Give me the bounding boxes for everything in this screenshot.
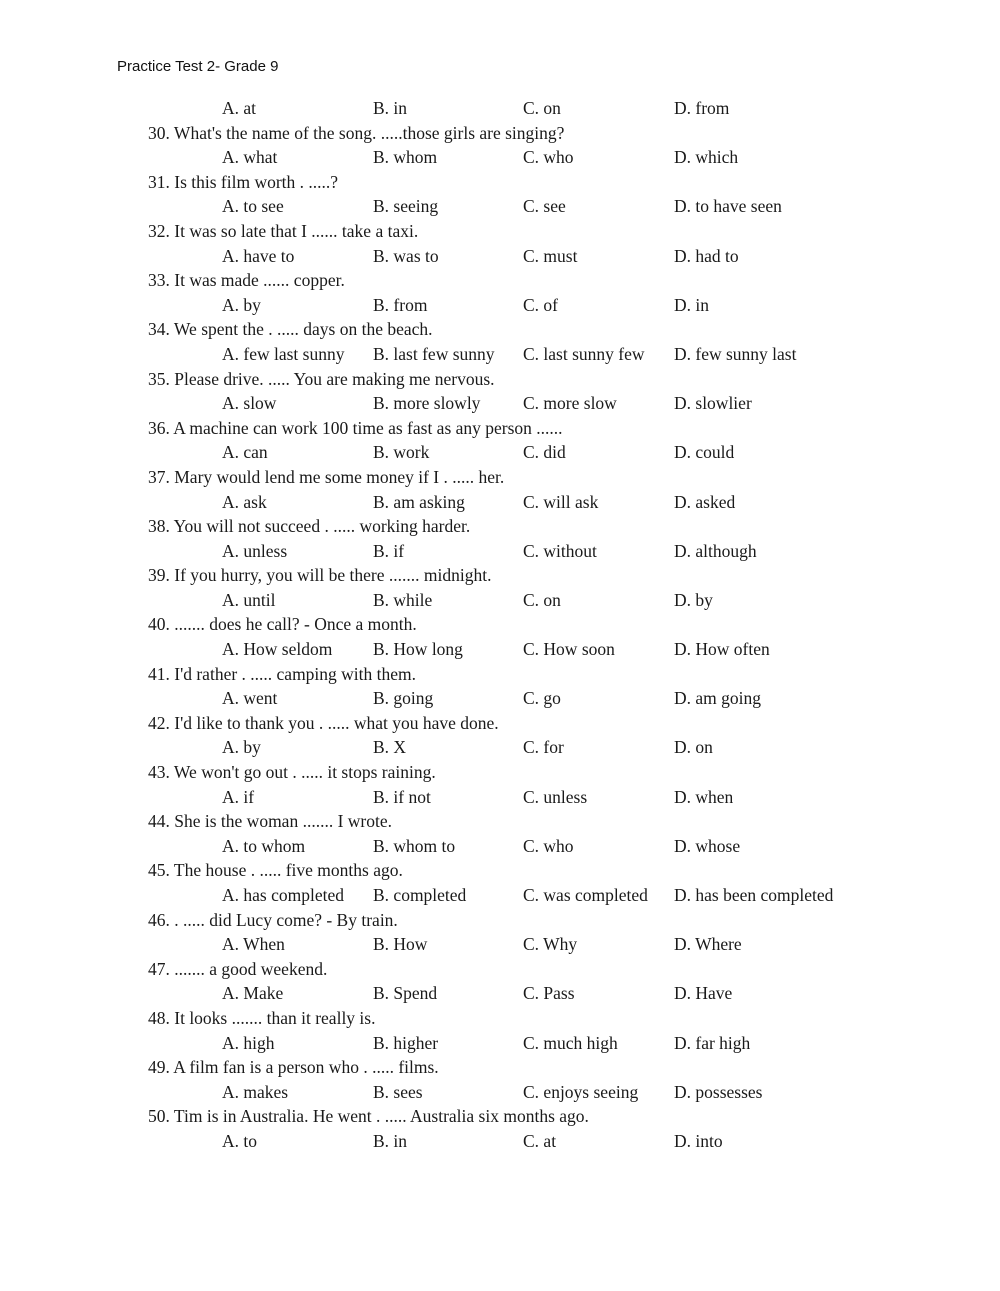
options-row	[148, 342, 908, 367]
question-stem: 49. A film fan is a person who . ..... films.	[148, 1057, 439, 1078]
options-row	[148, 1031, 908, 1056]
option-b: B. if not	[373, 786, 431, 807]
option-a: A. at	[222, 98, 257, 118]
option-d: D. whose	[674, 835, 741, 856]
option-a: A. makes	[222, 1081, 289, 1102]
option-b: B. whom to	[373, 835, 456, 856]
option-c: C. see	[523, 196, 566, 217]
option-d: D. from	[674, 98, 730, 118]
option-a: A. went	[222, 688, 278, 709]
option-a: A. few last sunny	[222, 343, 345, 364]
option-b: B. while	[373, 589, 433, 610]
options-row	[148, 735, 908, 760]
option-d: D. when	[674, 786, 734, 807]
options-row	[148, 981, 908, 1006]
option-d: D. into	[674, 1130, 723, 1151]
question-stem: 36. A machine can work 100 time as fast as any person ......	[148, 417, 563, 438]
options-row	[148, 391, 908, 416]
option-d: D. by	[674, 589, 713, 610]
options-row	[148, 96, 908, 121]
option-b: B. X	[373, 737, 407, 758]
option-c: C. Why	[523, 934, 578, 955]
option-d: D. Have	[674, 983, 733, 1004]
option-d: D. asked	[674, 491, 736, 512]
option-c: C. on	[523, 589, 561, 610]
option-d: D. in	[674, 294, 709, 315]
option-c: C. at	[523, 1130, 557, 1151]
option-d: D. which	[674, 147, 739, 168]
question-stem: 32. It was so late that I ...... take a taxi.	[148, 220, 419, 241]
test-body	[148, 96, 908, 1154]
option-c: C. How soon	[523, 639, 615, 660]
option-d: D. has been completed	[674, 885, 834, 905]
question-stem: 45. The house . ..... five months ago.	[148, 860, 403, 881]
options-row	[148, 1080, 908, 1105]
question-stem: 48. It looks ....... than it really is.	[148, 1007, 376, 1028]
option-a: A. to	[222, 1130, 257, 1151]
options-row	[148, 834, 908, 859]
option-c: C. more slow	[523, 393, 617, 414]
option-b: B. was to	[373, 245, 439, 266]
question-stem: 44. She is the woman ....... I wrote.	[148, 811, 392, 832]
option-b: B. How	[373, 934, 428, 955]
question-stem: 47. ....... a good weekend.	[148, 958, 328, 979]
option-a: A. by	[222, 294, 261, 315]
option-c: C. last sunny few	[523, 343, 645, 364]
option-c: C. of	[523, 294, 558, 315]
option-d: D. How often	[674, 639, 770, 660]
question-stem: 37. Mary would lend me some money if I . ..... her.	[148, 466, 505, 487]
option-c: C. must	[523, 245, 578, 266]
option-d: D. far high	[674, 1032, 751, 1053]
options-row	[148, 883, 908, 908]
option-a: A. Make	[222, 983, 284, 1004]
option-a: A. what	[222, 147, 278, 168]
question-stem: 42. I'd like to thank you . ..... what you have done.	[148, 712, 499, 733]
option-a: A. How seldom	[222, 639, 333, 660]
question-stem: 31. Is this film worth . .....?	[148, 171, 339, 192]
question-stem: 33. It was made ...... copper.	[148, 270, 345, 291]
options-row	[148, 637, 908, 662]
option-a: A. has completed	[222, 885, 344, 905]
question-stem: 39. If you hurry, you will be there ....... midnight.	[148, 565, 492, 586]
option-c: C. without	[523, 540, 597, 561]
option-c: C. was completed	[523, 885, 648, 905]
option-a: A. ask	[222, 491, 267, 512]
option-c: C. go	[523, 688, 561, 709]
option-b: B. seeing	[373, 196, 439, 217]
option-b: B. from	[373, 294, 428, 315]
options-row	[148, 490, 908, 515]
option-d: D. possesses	[674, 1081, 763, 1102]
option-a: A. to whom	[222, 835, 306, 856]
question-stem: 34. We spent the . ..... days on the beach.	[148, 319, 433, 340]
option-d: D. Where	[674, 934, 742, 955]
option-c: C. for	[523, 737, 564, 758]
option-c: C. on	[523, 98, 561, 118]
option-d: D. to have seen	[674, 196, 782, 217]
option-b: B. going	[373, 688, 434, 709]
option-a: A. slow	[222, 393, 277, 414]
options-row	[148, 932, 908, 957]
option-d: D. on	[674, 737, 713, 758]
options-row	[148, 145, 908, 170]
question-stem: 30. What's the name of the song. .....those girls are singing?	[148, 122, 565, 143]
question-stem: 38. You will not succeed . ..... working harder.	[148, 516, 471, 537]
option-c: C. who	[523, 147, 574, 168]
option-c: C. much high	[523, 1032, 618, 1053]
option-a: A. to see	[222, 196, 284, 217]
options-row	[148, 785, 908, 810]
option-a: A. can	[222, 442, 268, 463]
question-stem: 43. We won't go out . ..... it stops raining.	[148, 762, 436, 783]
options-row	[148, 1129, 908, 1154]
option-b: B. sees	[373, 1081, 423, 1102]
question-stem: 41. I'd rather . ..... camping with them.	[148, 663, 417, 684]
option-b: B. if	[373, 540, 405, 561]
option-b: B. whom	[373, 147, 438, 168]
option-c: C. did	[523, 442, 566, 463]
option-b: B. last few sunny	[373, 343, 495, 364]
option-a: A. When	[222, 934, 285, 955]
option-b: B. am asking	[373, 491, 465, 512]
options-row	[148, 194, 908, 219]
option-c: C. enjoys seeing	[523, 1081, 639, 1102]
question-list	[148, 121, 908, 1154]
option-c: C. will ask	[523, 491, 599, 512]
options-row	[148, 244, 908, 269]
options-row	[148, 440, 908, 465]
options-row	[148, 588, 908, 613]
option-c: C. who	[523, 835, 574, 856]
option-a: A. unless	[222, 540, 288, 561]
option-d: D. few sunny last	[674, 343, 797, 364]
option-d: D. although	[674, 540, 757, 561]
option-d: D. slowlier	[674, 393, 752, 414]
option-c: C. unless	[523, 786, 588, 807]
option-a: A. if	[222, 786, 255, 807]
question-stem: 35. Please drive. ..... You are making me nervous.	[148, 368, 495, 389]
option-d: D. had to	[674, 245, 739, 266]
option-d: D. am going	[674, 688, 762, 709]
option-b: B. work	[373, 442, 430, 463]
question-stem: 40. ....... does he call? - Once a month.	[148, 614, 417, 635]
option-a: A. by	[222, 737, 261, 758]
options-row	[148, 293, 908, 318]
option-a: A. until	[222, 589, 276, 610]
question-stem: 50. Tim is in Australia. He went . ..... Australia six months ago.	[148, 1106, 589, 1127]
option-b: B. How long	[373, 639, 463, 660]
question-stem: 46. . ..... did Lucy come? - By train.	[148, 909, 398, 930]
option-a: A. high	[222, 1032, 275, 1053]
page-header-title: Practice Test 2- Grade 9	[117, 58, 279, 75]
option-c: C. Pass	[523, 983, 575, 1004]
option-b: B. higher	[373, 1032, 439, 1053]
options-row	[148, 539, 908, 564]
option-b: B. in	[373, 98, 408, 118]
option-b: B. in	[373, 1130, 408, 1151]
option-a: A. have to	[222, 245, 295, 266]
option-b: B. Spend	[373, 983, 438, 1004]
options-row	[148, 686, 908, 711]
option-b: B. more slowly	[373, 393, 481, 414]
option-b: B. completed	[373, 885, 467, 905]
option-d: D. could	[674, 442, 735, 463]
